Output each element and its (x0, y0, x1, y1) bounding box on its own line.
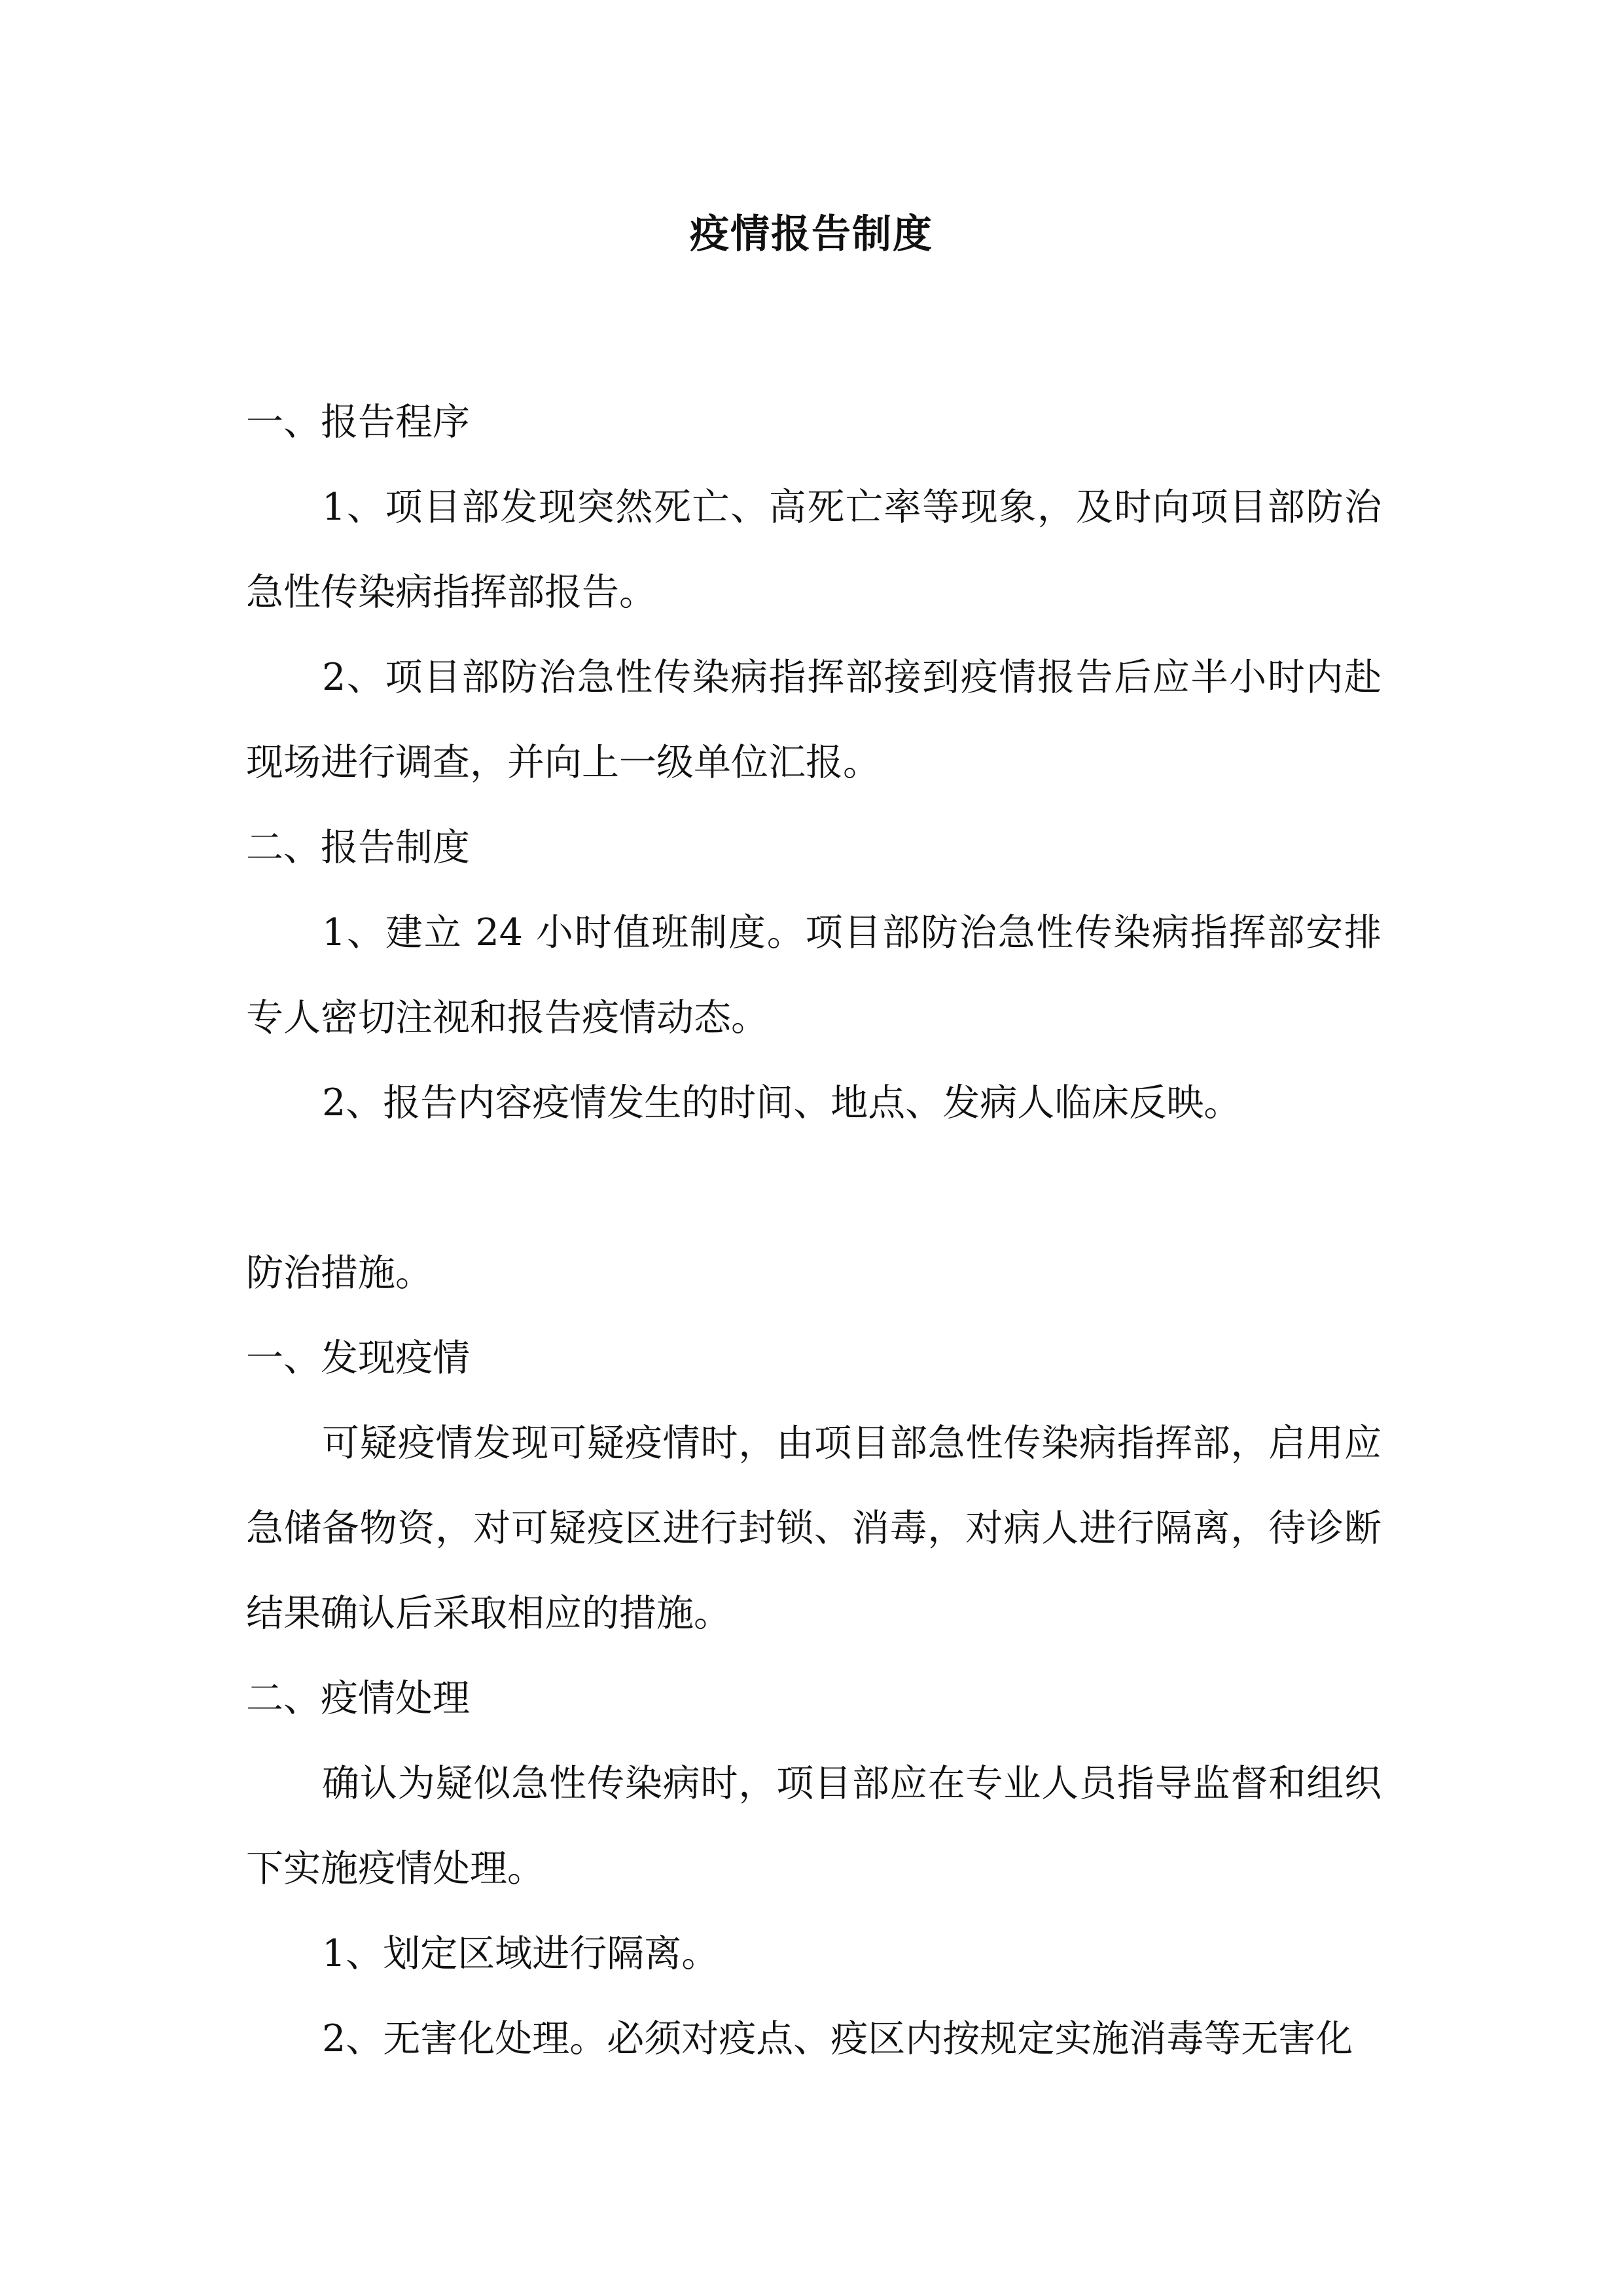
paragraph: 1、划定区域进行隔离。 (322, 1932, 719, 1975)
paragraph: 2、报告内容疫情发生的时间、地点、发病人临床反映。 (322, 1081, 1241, 1124)
blank-line (246, 1145, 1382, 1230)
document-body (246, 380, 1382, 2081)
paragraph: 1、项目部发现突然死亡、高死亡率等现象，及时向项目部防治急性传染病指挥部报告。 (246, 486, 1382, 614)
section-heading-report-system: 二、报告制度 (246, 826, 470, 869)
paragraph: 1、建立 24 小时值班制度。项目部防治急性传染病指挥部安排专人密切注视和报告疫情动态。 (246, 911, 1382, 1039)
paragraph: 2、无害化处理。必须对疫点、疫区内按规定实施消毒等无害化 (322, 2017, 1353, 2060)
section-heading-report-procedure: 一、报告程序 (246, 401, 470, 444)
section-heading-prevention-measures: 防治措施。 (246, 1251, 433, 1295)
section-heading-epidemic-handling: 二、疫情处理 (246, 1677, 470, 1720)
paragraph: 可疑疫情发现可疑疫情时，由项目部急性传染病指挥部，启用应急储备物资，对可疑疫区进行封锁、消毒，对病人进行隔离，待诊断结果确认后采取相应的措施。 (246, 1422, 1382, 1635)
paragraph: 2、项目部防治急性传染病指挥部接到疫情报告后应半小时内赴现场进行调查，并向上一级单位汇报。 (246, 656, 1382, 784)
paragraph: 确认为疑似急性传染病时，项目部应在专业人员指导监督和组织下实施疫情处理。 (246, 1762, 1382, 1890)
section-heading-discover-epidemic: 一、发现疫情 (246, 1336, 470, 1380)
document-title: 疫情报告制度 (690, 211, 933, 257)
